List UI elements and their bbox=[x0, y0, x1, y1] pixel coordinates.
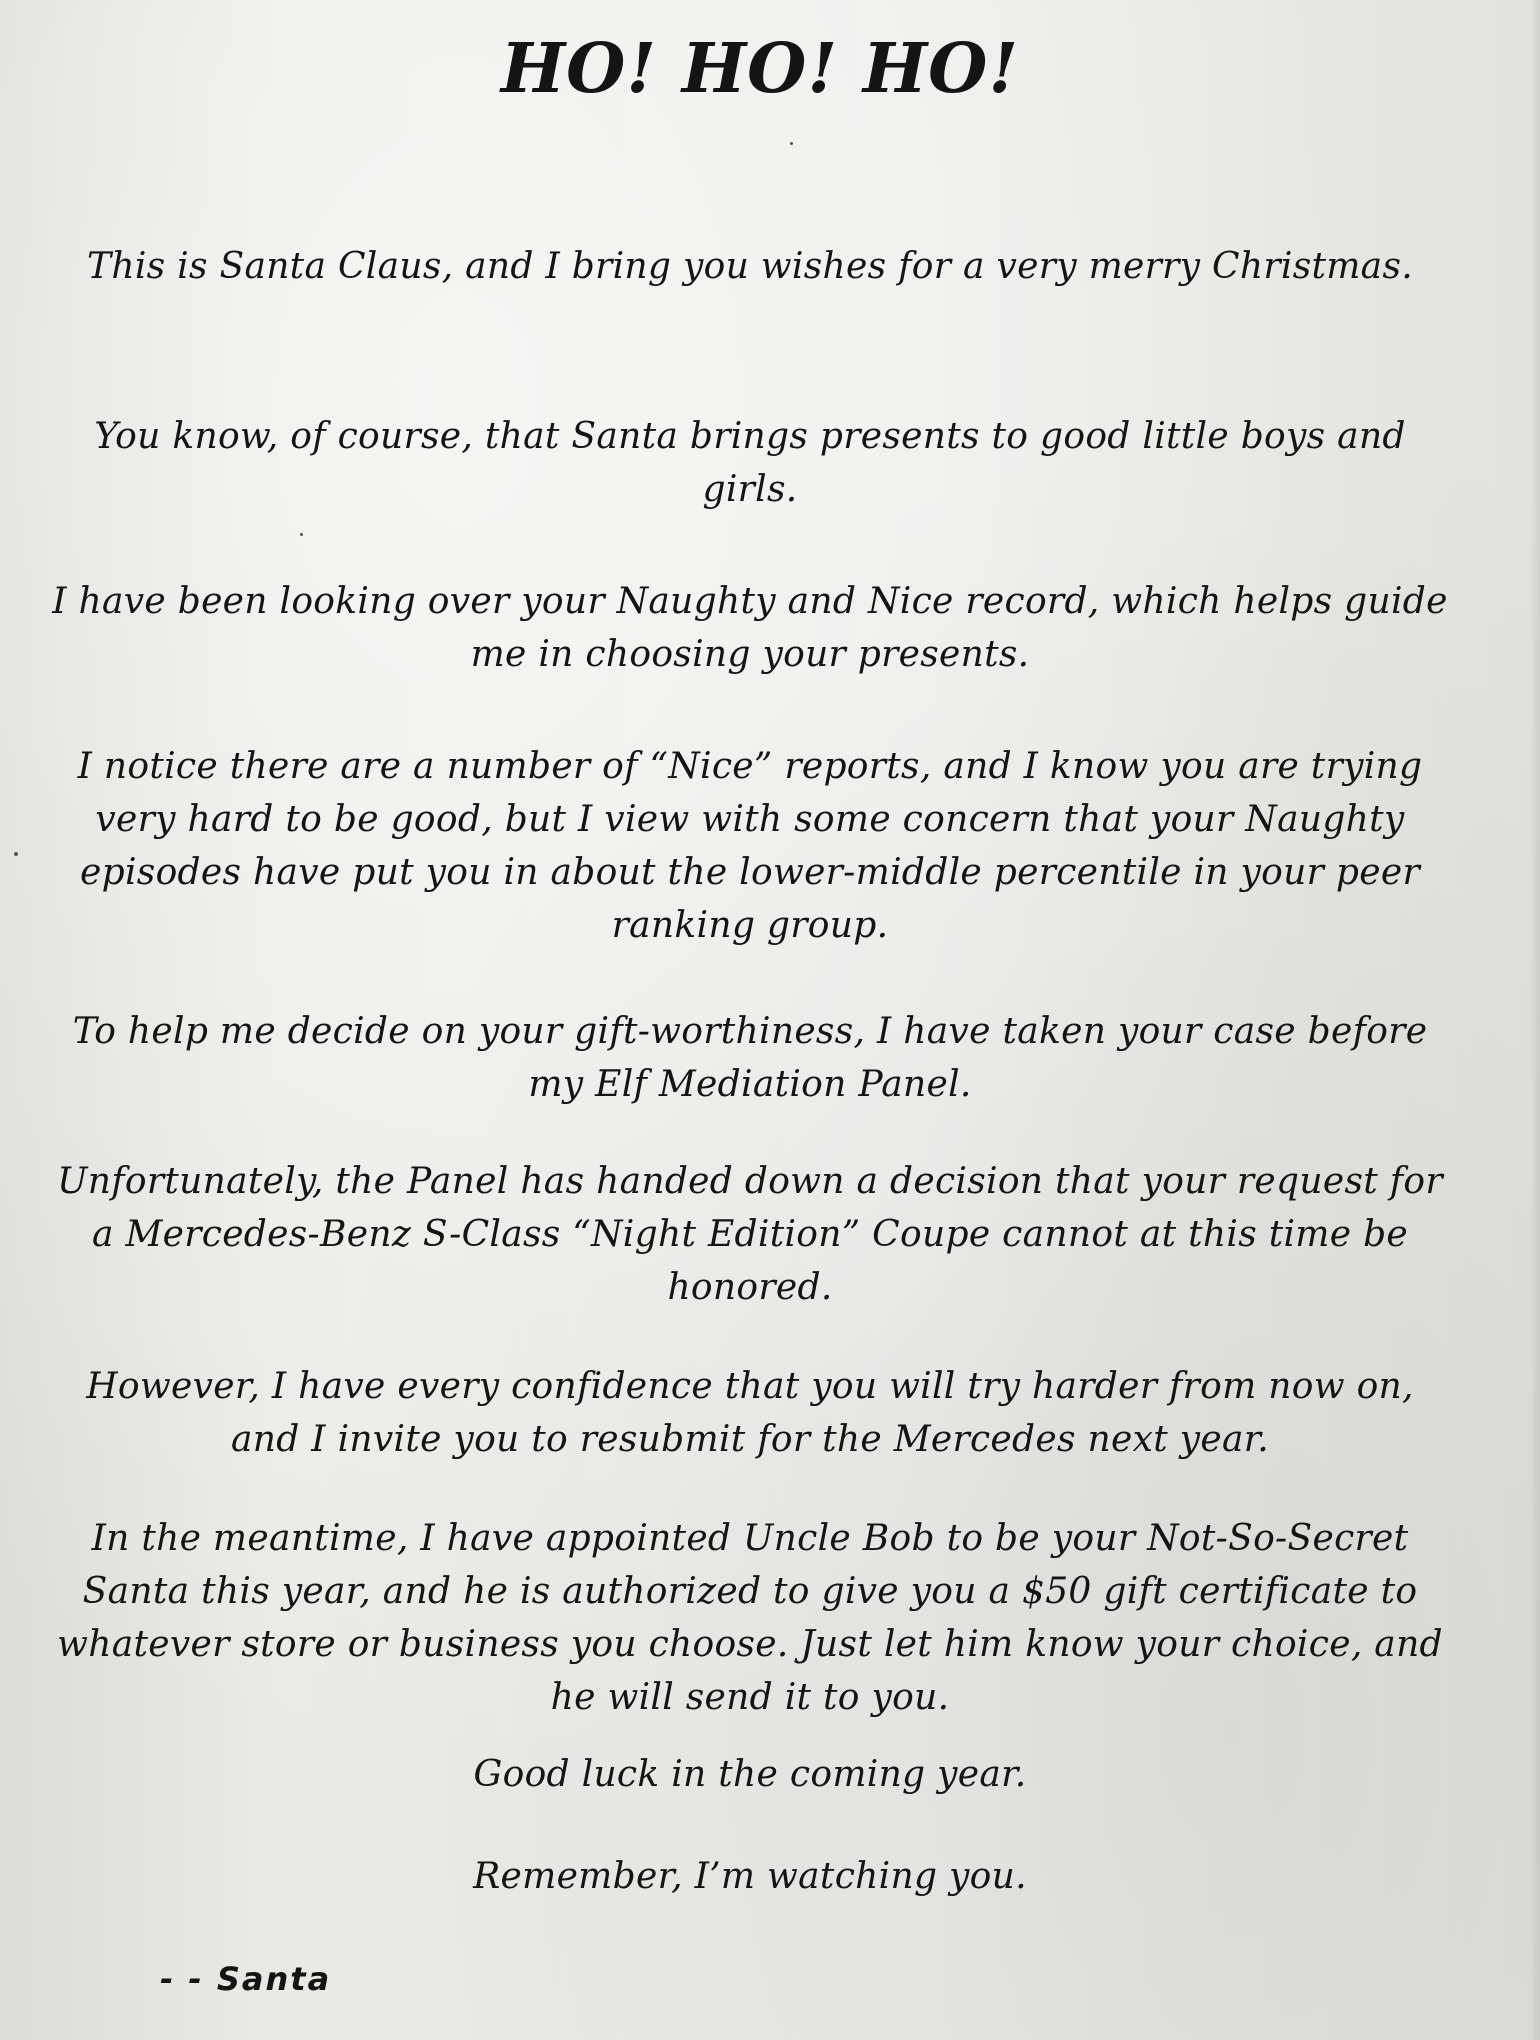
paragraph-nice-reports: I notice there are a number of “Nice” reports, and I know you are trying very hard to be good, but I view with some concern that your Naughty episodes have put you in about the lower-middle percentile in your peer ranking group. bbox=[77, 746, 1423, 946]
paragraph-decision: Unfortunately, the Panel has handed down a decision that your request for a Mercedes-Benz S-Class “Night Edition” Coupe cannot at this time be honored. bbox=[57, 1161, 1443, 1308]
paragraph-presents: You know, of course, that Santa brings presents to good little boys and girls. bbox=[94, 416, 1406, 510]
paragraph-greeting: This is Santa Claus, and I bring you wishes for a very merry Christmas. bbox=[87, 246, 1413, 287]
paragraph-good-luck: Good luck in the coming year. bbox=[473, 1754, 1027, 1795]
paragraph-record: I have been looking over your Naughty and Nice record, which helps guide me in choosing your presents. bbox=[52, 581, 1448, 675]
paper-speck bbox=[300, 533, 303, 536]
paper-speck bbox=[790, 142, 793, 145]
paragraph-watching: Remember, I’m watching you. bbox=[473, 1856, 1027, 1897]
paragraph-mediation-panel: To help me decide on your gift-worthiness, I have taken your case before my Elf Mediation Panel. bbox=[72, 1011, 1428, 1105]
paragraph-resubmit: However, I have every confidence that you will try harder from now on, and I invite you to resubmit for the Mercedes next year. bbox=[86, 1366, 1414, 1460]
letter-title: HO! HO! HO! bbox=[500, 29, 1020, 109]
paragraph-gift-certificate: In the meantime, I have appointed Uncle Bob to be your Not-So-Secret Santa this year, and he is authorized to give you a $50 gift certificate to whatever store or business you choose. Just let him know your choice, and he will send it to you. bbox=[57, 1518, 1443, 1718]
paper-speck bbox=[14, 852, 18, 856]
paper-edge-shadow bbox=[1530, 0, 1540, 2040]
signature: - - Santa bbox=[160, 1960, 332, 1998]
